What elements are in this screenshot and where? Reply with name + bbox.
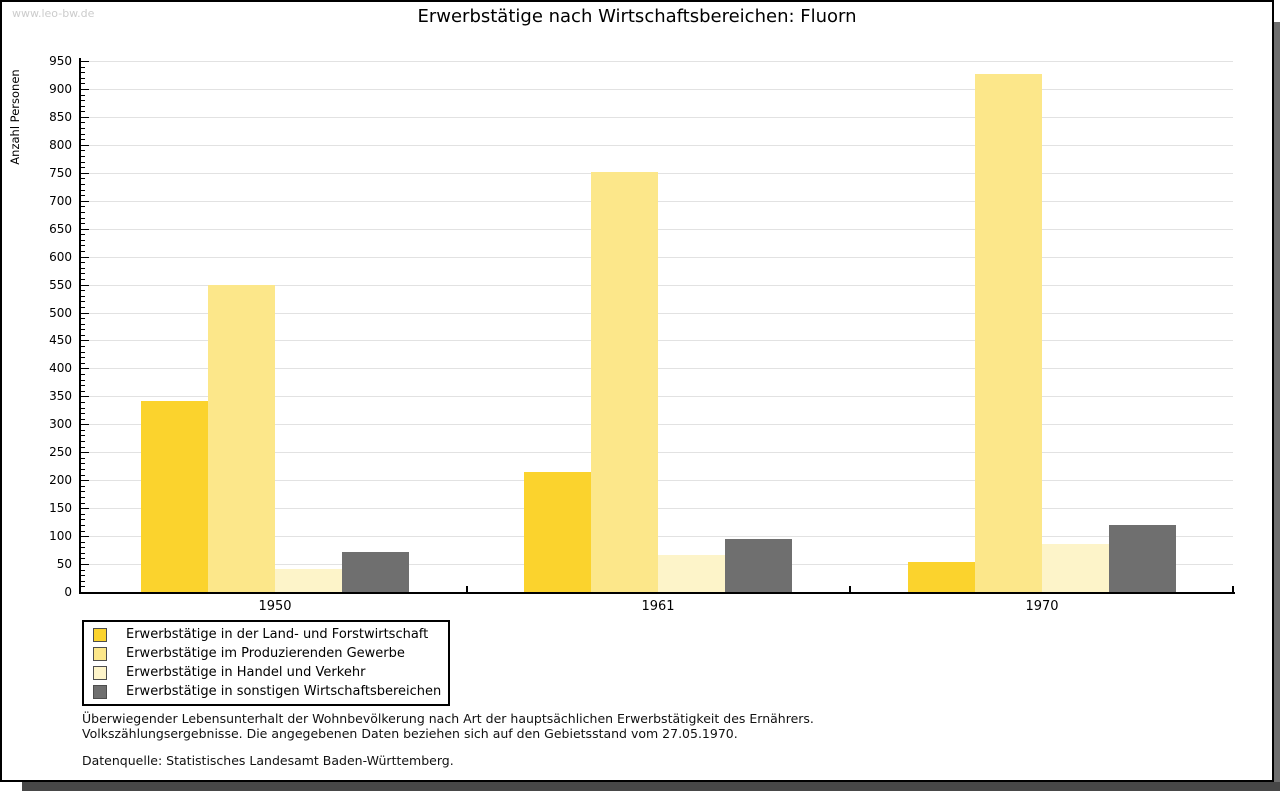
x-tick xyxy=(466,586,468,592)
y-minor-tick xyxy=(81,195,85,196)
y-minor-tick xyxy=(81,435,85,436)
y-tick-label: 50 xyxy=(56,557,72,572)
y-minor-tick xyxy=(81,139,85,140)
y-minor-tick xyxy=(81,402,85,403)
y-tick-label: 250 xyxy=(49,445,72,460)
y-major-tick xyxy=(81,201,89,202)
y-tick-label: 800 xyxy=(49,137,72,152)
y-tick-label: 200 xyxy=(49,473,72,488)
y-minor-tick xyxy=(81,575,85,576)
y-minor-tick xyxy=(81,413,85,414)
y-minor-tick xyxy=(81,363,85,364)
y-minor-tick xyxy=(81,346,85,347)
y-minor-tick xyxy=(81,419,85,420)
y-minor-tick xyxy=(81,503,85,504)
y-minor-tick xyxy=(81,570,85,571)
y-major-tick xyxy=(81,508,89,509)
bar-1950-series-3 xyxy=(275,569,342,592)
y-minor-tick xyxy=(81,156,85,157)
legend-label: Erwerbstätige in sonstigen Wirtschaftsbereichen xyxy=(126,684,442,699)
y-minor-tick xyxy=(81,167,85,168)
gridline xyxy=(81,145,1233,146)
y-major-tick xyxy=(81,396,89,397)
y-minor-tick xyxy=(81,329,85,330)
x-category-label: 1950 xyxy=(258,599,292,614)
y-tick-label: 450 xyxy=(49,333,72,348)
bar-1950-series-4 xyxy=(342,552,409,592)
y-minor-tick xyxy=(81,134,85,135)
y-major-tick xyxy=(81,117,89,118)
y-minor-tick xyxy=(81,408,85,409)
y-major-tick xyxy=(81,229,89,230)
y-minor-tick xyxy=(81,100,85,101)
y-minor-tick xyxy=(81,262,85,263)
y-tick-label: 400 xyxy=(49,361,72,376)
bar-1970-series-4 xyxy=(1109,525,1176,592)
y-major-tick xyxy=(81,257,89,258)
y-minor-tick xyxy=(81,122,85,123)
y-minor-tick xyxy=(81,218,85,219)
bar-1961-series-1 xyxy=(524,472,591,592)
y-major-tick xyxy=(81,536,89,537)
y-minor-tick xyxy=(81,273,85,274)
y-minor-tick xyxy=(81,514,85,515)
y-minor-tick xyxy=(81,374,85,375)
y-major-tick xyxy=(81,89,89,90)
bar-1950-series-1 xyxy=(141,401,208,592)
y-minor-tick xyxy=(81,223,85,224)
y-minor-tick xyxy=(81,458,85,459)
y-minor-tick xyxy=(81,279,85,280)
y-tick-label: 550 xyxy=(49,277,72,292)
legend-label: Erwerbstätige in Handel und Verkehr xyxy=(126,665,366,680)
y-minor-tick xyxy=(81,441,85,442)
y-minor-tick xyxy=(81,586,85,587)
y-tick-label: 350 xyxy=(49,389,72,404)
y-tick-label: 150 xyxy=(49,501,72,516)
y-minor-tick xyxy=(81,553,85,554)
y-minor-tick xyxy=(81,67,85,68)
y-tick-label: 750 xyxy=(49,165,72,180)
y-minor-tick xyxy=(81,106,85,107)
legend-label: Erwerbstätige im Produzierenden Gewerbe xyxy=(126,646,405,661)
legend-item xyxy=(84,644,448,663)
y-major-tick xyxy=(81,340,89,341)
y-minor-tick xyxy=(81,178,85,179)
legend-swatch xyxy=(93,666,107,680)
bar-1961-series-2 xyxy=(591,172,658,592)
legend-item xyxy=(84,625,448,644)
gridline xyxy=(81,117,1233,118)
y-major-tick xyxy=(81,368,89,369)
y-minor-tick xyxy=(81,95,85,96)
legend-label: Erwerbstätige in der Land- und Forstwirtschaft xyxy=(126,627,429,642)
y-minor-tick xyxy=(81,542,85,543)
y-major-tick xyxy=(81,145,89,146)
y-axis-line xyxy=(79,58,81,594)
y-major-tick xyxy=(81,452,89,453)
y-minor-tick xyxy=(81,352,85,353)
y-tick-label: 300 xyxy=(49,417,72,432)
y-minor-tick xyxy=(81,162,85,163)
y-minor-tick xyxy=(81,391,85,392)
y-tick-label: 850 xyxy=(49,109,72,124)
y-tick-label: 100 xyxy=(49,529,72,544)
y-tick-label: 950 xyxy=(49,54,72,68)
y-minor-tick xyxy=(81,72,85,73)
y-minor-tick xyxy=(81,268,85,269)
y-minor-tick xyxy=(81,547,85,548)
y-minor-tick xyxy=(81,491,85,492)
y-minor-tick xyxy=(81,463,85,464)
y-tick-label: 650 xyxy=(49,221,72,236)
legend xyxy=(82,620,450,706)
bar-1970-series-3 xyxy=(1042,544,1109,592)
y-minor-tick xyxy=(81,128,85,129)
bar-1961-series-3 xyxy=(658,555,725,592)
y-minor-tick xyxy=(81,290,85,291)
x-category-label: 1961 xyxy=(641,599,675,614)
y-minor-tick xyxy=(81,486,85,487)
y-tick-label: 900 xyxy=(49,81,72,96)
y-tick-label: 0 xyxy=(64,585,72,599)
y-minor-tick xyxy=(81,190,85,191)
y-minor-tick xyxy=(81,525,85,526)
y-minor-tick xyxy=(81,380,85,381)
y-major-tick xyxy=(81,313,89,314)
y-minor-tick xyxy=(81,78,85,79)
x-tick xyxy=(1232,586,1234,592)
y-minor-tick xyxy=(81,531,85,532)
y-minor-tick xyxy=(81,251,85,252)
y-minor-tick xyxy=(81,447,85,448)
y-tick-label: 500 xyxy=(49,305,72,320)
notes xyxy=(82,711,814,768)
source-note: Datenquelle: Statistisches Landesamt Baden-Württemberg. xyxy=(82,753,454,768)
bar-1970-series-1 xyxy=(908,562,975,592)
y-minor-tick xyxy=(81,558,85,559)
y-minor-tick xyxy=(81,240,85,241)
y-minor-tick xyxy=(81,469,85,470)
bar-1950-series-2 xyxy=(208,285,275,592)
y-minor-tick xyxy=(81,111,85,112)
y-major-tick xyxy=(81,564,89,565)
y-major-tick xyxy=(81,480,89,481)
y-minor-tick xyxy=(81,318,85,319)
y-minor-tick xyxy=(81,301,85,302)
x-axis-line xyxy=(79,592,1235,594)
y-minor-tick xyxy=(81,357,85,358)
y-minor-tick xyxy=(81,519,85,520)
y-axis-title: Anzahl Personen xyxy=(8,69,22,165)
legend-item xyxy=(84,682,448,701)
note-line-2: Volkszählungsergebnisse. Die angegebenen Daten beziehen sich auf den Gebietsstand vom 27.05.1970. xyxy=(82,726,738,741)
y-minor-tick xyxy=(81,497,85,498)
y-minor-tick xyxy=(81,324,85,325)
y-minor-tick xyxy=(81,184,85,185)
y-minor-tick xyxy=(81,335,85,336)
page-shadow-bottom xyxy=(22,782,1280,791)
y-major-tick xyxy=(81,285,89,286)
chart-title: Erwerbstätige nach Wirtschaftsbereichen: Fluorn xyxy=(417,6,857,27)
note-line-1: Überwiegender Lebensunterhalt der Wohnbevölkerung nach Art der hauptsächlichen Erwerbstätigkeit des Ernährers. xyxy=(82,711,814,726)
y-minor-tick xyxy=(81,581,85,582)
y-minor-tick xyxy=(81,296,85,297)
y-tick-label: 600 xyxy=(49,249,72,264)
y-minor-tick xyxy=(81,307,85,308)
x-category-label: 1970 xyxy=(1025,599,1059,614)
bar-1961-series-4 xyxy=(725,539,792,592)
y-minor-tick xyxy=(81,475,85,476)
bar-1970-series-2 xyxy=(975,74,1042,592)
gridline xyxy=(81,61,1233,62)
y-major-tick xyxy=(81,424,89,425)
x-tick xyxy=(849,586,851,592)
watermark: www.leo-bw.de xyxy=(12,7,95,20)
y-minor-tick xyxy=(81,430,85,431)
legend-swatch xyxy=(93,685,107,699)
page-shadow-right xyxy=(1274,22,1280,791)
y-minor-tick xyxy=(81,206,85,207)
y-minor-tick xyxy=(81,245,85,246)
y-major-tick xyxy=(81,61,89,62)
y-minor-tick xyxy=(81,234,85,235)
y-minor-tick xyxy=(81,212,85,213)
y-minor-tick xyxy=(81,385,85,386)
y-minor-tick xyxy=(81,150,85,151)
legend-item xyxy=(84,663,448,682)
legend-swatch xyxy=(93,628,107,642)
y-major-tick xyxy=(81,173,89,174)
y-tick-label: 700 xyxy=(49,193,72,208)
legend-swatch xyxy=(93,647,107,661)
gridline xyxy=(81,89,1233,90)
y-minor-tick xyxy=(81,83,85,84)
